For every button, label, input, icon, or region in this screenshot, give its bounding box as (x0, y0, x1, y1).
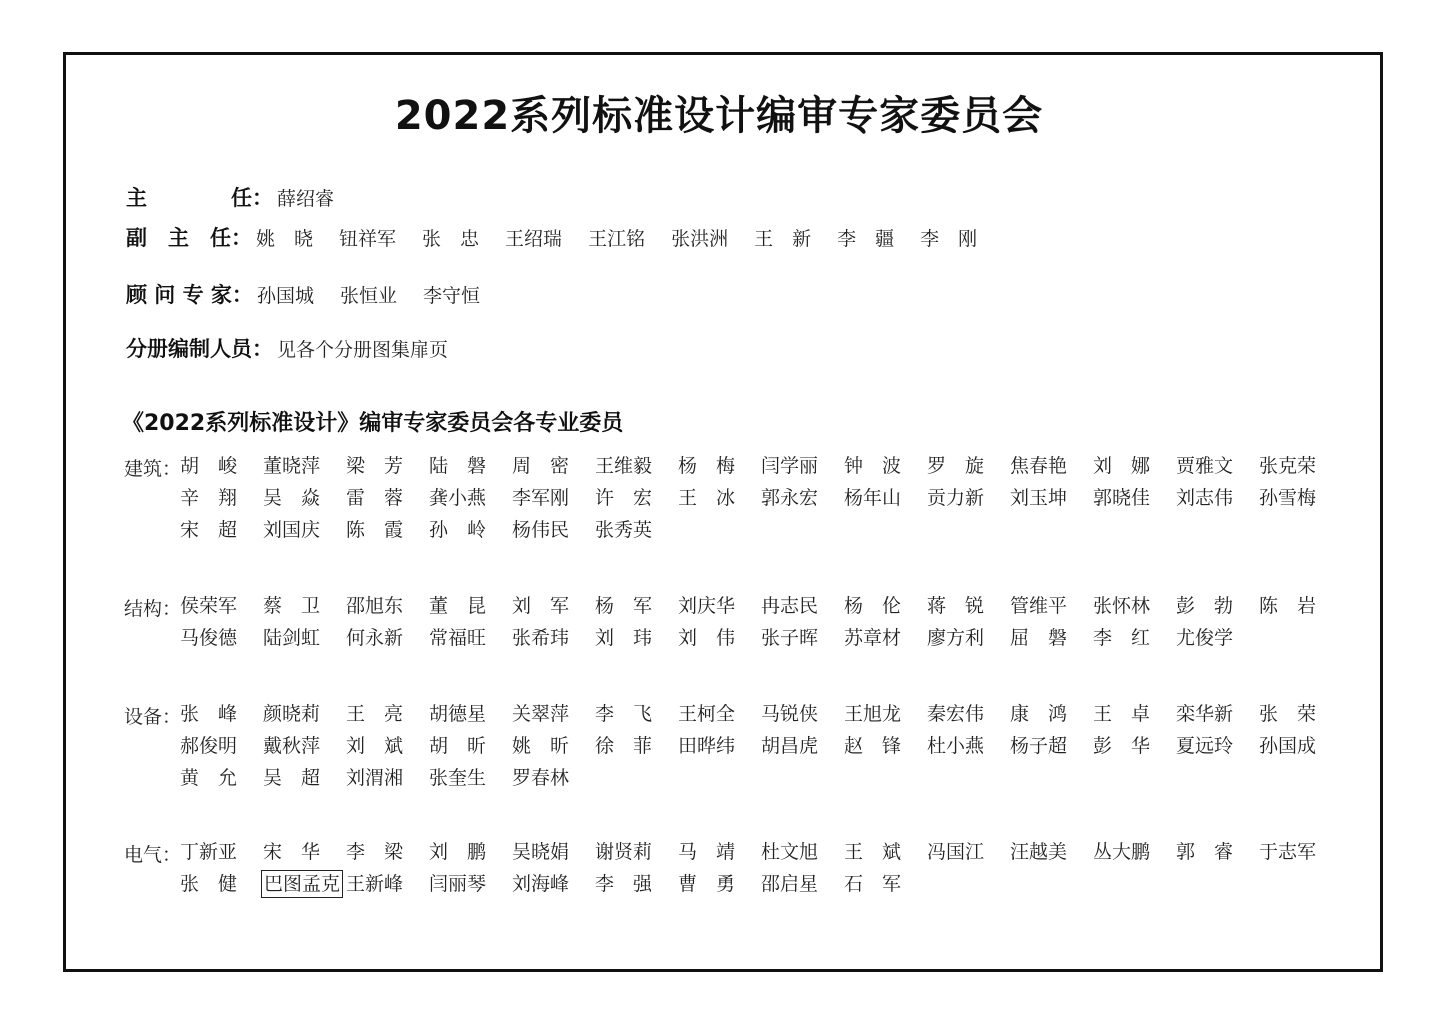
member-name: 钟 波 (844, 455, 902, 477)
member-name: 秦宏伟 (927, 703, 985, 725)
deputy-name: 王江铭 (588, 228, 646, 250)
member-name: 彭 勃 (1176, 595, 1234, 617)
advisor-name: 李守恒 (422, 285, 480, 307)
member-name: 陈 岩 (1259, 595, 1317, 617)
member-name: 何永新 (346, 627, 404, 649)
member-name: 屈 磐 (1010, 627, 1068, 649)
member-name: 陆 磐 (429, 455, 487, 477)
member-name: 郝俊明 (180, 735, 238, 757)
advisor-name: 孙国城 (256, 285, 314, 307)
member-name: 董晓萍 (263, 455, 321, 477)
member-name: 关翠萍 (512, 703, 570, 725)
member-name: 王旭龙 (844, 703, 902, 725)
member-name: 李 红 (1093, 627, 1151, 649)
editor-note: 见各个分册图集扉页 (277, 339, 449, 361)
member-name: 张克荣 (1259, 455, 1317, 477)
group-label: 电气： (124, 844, 182, 866)
member-name: 廖方利 (927, 627, 985, 649)
member-name: 马俊德 (180, 627, 238, 649)
page-title: 2022系列标准设计编审专家委员会 (394, 93, 1044, 139)
member-name: 尤俊学 (1176, 627, 1234, 649)
member-name: 颜晓莉 (263, 703, 321, 725)
member-name: 罗 旋 (927, 455, 985, 477)
member-name: 张 健 (180, 873, 238, 895)
member-name: 郭 睿 (1176, 841, 1234, 863)
member-name: 王柯全 (678, 703, 736, 725)
director-name: 薛绍睿 (277, 188, 335, 210)
member-name: 徐 菲 (595, 735, 653, 757)
advisor-name: 张恒业 (339, 285, 397, 307)
member-name: 苏章材 (844, 627, 902, 649)
member-name: 冯国江 (927, 841, 985, 863)
deputy-name: 钮祥军 (339, 228, 397, 250)
member-name: 田晔纬 (678, 735, 736, 757)
member-name: 李 飞 (595, 703, 653, 725)
group-label: 建筑： (124, 458, 182, 480)
member-name: 龚小燕 (429, 487, 487, 509)
member-name: 胡 峻 (180, 455, 238, 477)
member-name: 巴图孟克 (264, 873, 341, 895)
member-name: 周 密 (512, 455, 570, 477)
editor-row (126, 333, 448, 363)
member-name: 王 亮 (346, 703, 404, 725)
member-name: 刘玉坤 (1010, 487, 1068, 509)
member-name: 贡力新 (927, 487, 985, 509)
director-label: 主 任： (126, 186, 273, 210)
member-name: 赵 锋 (844, 735, 902, 757)
member-name: 张 荣 (1259, 703, 1317, 725)
member-grid (180, 840, 1342, 896)
deputy-name: 张洪洲 (671, 228, 729, 250)
member-name: 石 军 (844, 873, 902, 895)
deputy-name: 姚 晓 (256, 228, 314, 250)
member-grid (180, 702, 1342, 790)
advisor-label: 顾 问 专 家： (126, 283, 253, 307)
member-name: 汪越美 (1010, 841, 1068, 863)
member-name: 刘庆华 (678, 595, 736, 617)
member-name: 胡德星 (429, 703, 487, 725)
member-name: 夏远玲 (1176, 735, 1234, 757)
member-name: 宋 华 (263, 841, 321, 863)
member-name: 董 昆 (429, 595, 487, 617)
member-name: 雷 蓉 (346, 487, 404, 509)
member-name: 曹 勇 (678, 873, 736, 895)
member-name: 杨子超 (1010, 735, 1068, 757)
member-name: 杨 伦 (844, 595, 902, 617)
member-name: 张奎生 (429, 767, 487, 789)
deputy-name: 王 新 (754, 228, 812, 250)
member-name: 李 强 (595, 873, 653, 895)
member-name: 王新峰 (346, 873, 404, 895)
member-name: 张怀林 (1093, 595, 1151, 617)
member-name: 胡昌虎 (761, 735, 819, 757)
member-name: 刘 玮 (595, 627, 653, 649)
deputy-name: 李 刚 (920, 228, 978, 250)
member-name: 常福旺 (429, 627, 487, 649)
director-row (126, 182, 334, 212)
member-name: 康 鸿 (1010, 703, 1068, 725)
member-name: 吴 超 (263, 767, 321, 789)
member-name: 王 卓 (1093, 703, 1151, 725)
member-name: 丛大鹏 (1093, 841, 1151, 863)
member-name: 孙雪梅 (1259, 487, 1317, 509)
deputy-label: 副 主 任： (126, 226, 252, 250)
member-name: 刘渭湘 (346, 767, 404, 789)
member-name: 张希玮 (512, 627, 570, 649)
member-name: 戴秋萍 (263, 735, 321, 757)
deputy-name: 王绍瑞 (505, 228, 563, 250)
member-name: 栾华新 (1176, 703, 1234, 725)
member-name: 刘国庆 (263, 519, 321, 541)
deputy-name: 张 忠 (422, 228, 480, 250)
member-name: 刘 斌 (346, 735, 404, 757)
group-label: 结构： (124, 598, 182, 620)
editor-label: 分册编制人员： (126, 337, 273, 361)
member-name: 黄 允 (180, 767, 238, 789)
member-name: 于志军 (1259, 841, 1317, 863)
member-name: 邵启星 (761, 873, 819, 895)
committee-subtitle: 《2022系列标准设计》编审专家委员会各专业委员 (122, 411, 624, 436)
member-name: 蒋 锐 (927, 595, 985, 617)
member-name: 刘志伟 (1176, 487, 1234, 509)
member-name: 马锐侠 (761, 703, 819, 725)
member-name: 张 峰 (180, 703, 238, 725)
member-name: 闫学丽 (761, 455, 819, 477)
member-name: 王维毅 (595, 455, 653, 477)
member-name: 谢贤莉 (595, 841, 653, 863)
member-name: 邵旭东 (346, 595, 404, 617)
member-name: 吴晓娟 (512, 841, 570, 863)
member-name: 孙国成 (1259, 735, 1317, 757)
member-name: 刘 鹏 (429, 841, 487, 863)
member-name: 姚 昕 (512, 735, 570, 757)
deputy-names (256, 224, 1003, 251)
member-name: 杜文旭 (761, 841, 819, 863)
member-name: 杨年山 (844, 487, 902, 509)
member-name: 刘 娜 (1093, 455, 1151, 477)
member-name: 刘 军 (512, 595, 570, 617)
member-name: 杜小燕 (927, 735, 985, 757)
member-name: 张秀英 (595, 519, 653, 541)
member-name: 宋 超 (180, 519, 238, 541)
member-name: 梁 芳 (346, 455, 404, 477)
member-name: 闫丽琴 (429, 873, 487, 895)
member-name: 李 梁 (346, 841, 404, 863)
group-label: 设备： (124, 706, 182, 728)
member-name: 管维平 (1010, 595, 1068, 617)
member-name: 杨伟民 (512, 519, 570, 541)
member-name: 贾雅文 (1176, 455, 1234, 477)
member-name: 焦春艳 (1010, 455, 1068, 477)
member-name: 彭 华 (1093, 735, 1151, 757)
member-name: 孙 岭 (429, 519, 487, 541)
member-name: 郭晓佳 (1093, 487, 1151, 509)
advisor-names (257, 281, 506, 308)
member-name: 马 靖 (678, 841, 736, 863)
member-grid (180, 594, 1342, 650)
member-name: 张子晖 (761, 627, 819, 649)
deputy-row (126, 222, 1003, 252)
member-name: 吴 焱 (263, 487, 321, 509)
member-grid (180, 454, 1342, 542)
member-name: 辛 翔 (180, 487, 238, 509)
member-name: 陈 霞 (346, 519, 404, 541)
member-name: 杨 梅 (678, 455, 736, 477)
member-name: 许 宏 (595, 487, 653, 509)
member-name: 杨 军 (595, 595, 653, 617)
member-name: 刘海峰 (512, 873, 570, 895)
advisor-row (126, 279, 506, 309)
member-name: 罗春林 (512, 767, 570, 789)
member-name: 丁新亚 (180, 841, 238, 863)
member-name: 李军刚 (512, 487, 570, 509)
member-name: 王 斌 (844, 841, 902, 863)
member-name: 蔡 卫 (263, 595, 321, 617)
member-name: 郭永宏 (761, 487, 819, 509)
deputy-name: 李 疆 (837, 228, 895, 250)
member-name: 侯荣军 (180, 595, 238, 617)
member-name: 刘 伟 (678, 627, 736, 649)
member-name: 王 冰 (678, 487, 736, 509)
member-name: 胡 昕 (429, 735, 487, 757)
member-name: 冉志民 (761, 595, 819, 617)
member-name: 陆剑虹 (263, 627, 321, 649)
